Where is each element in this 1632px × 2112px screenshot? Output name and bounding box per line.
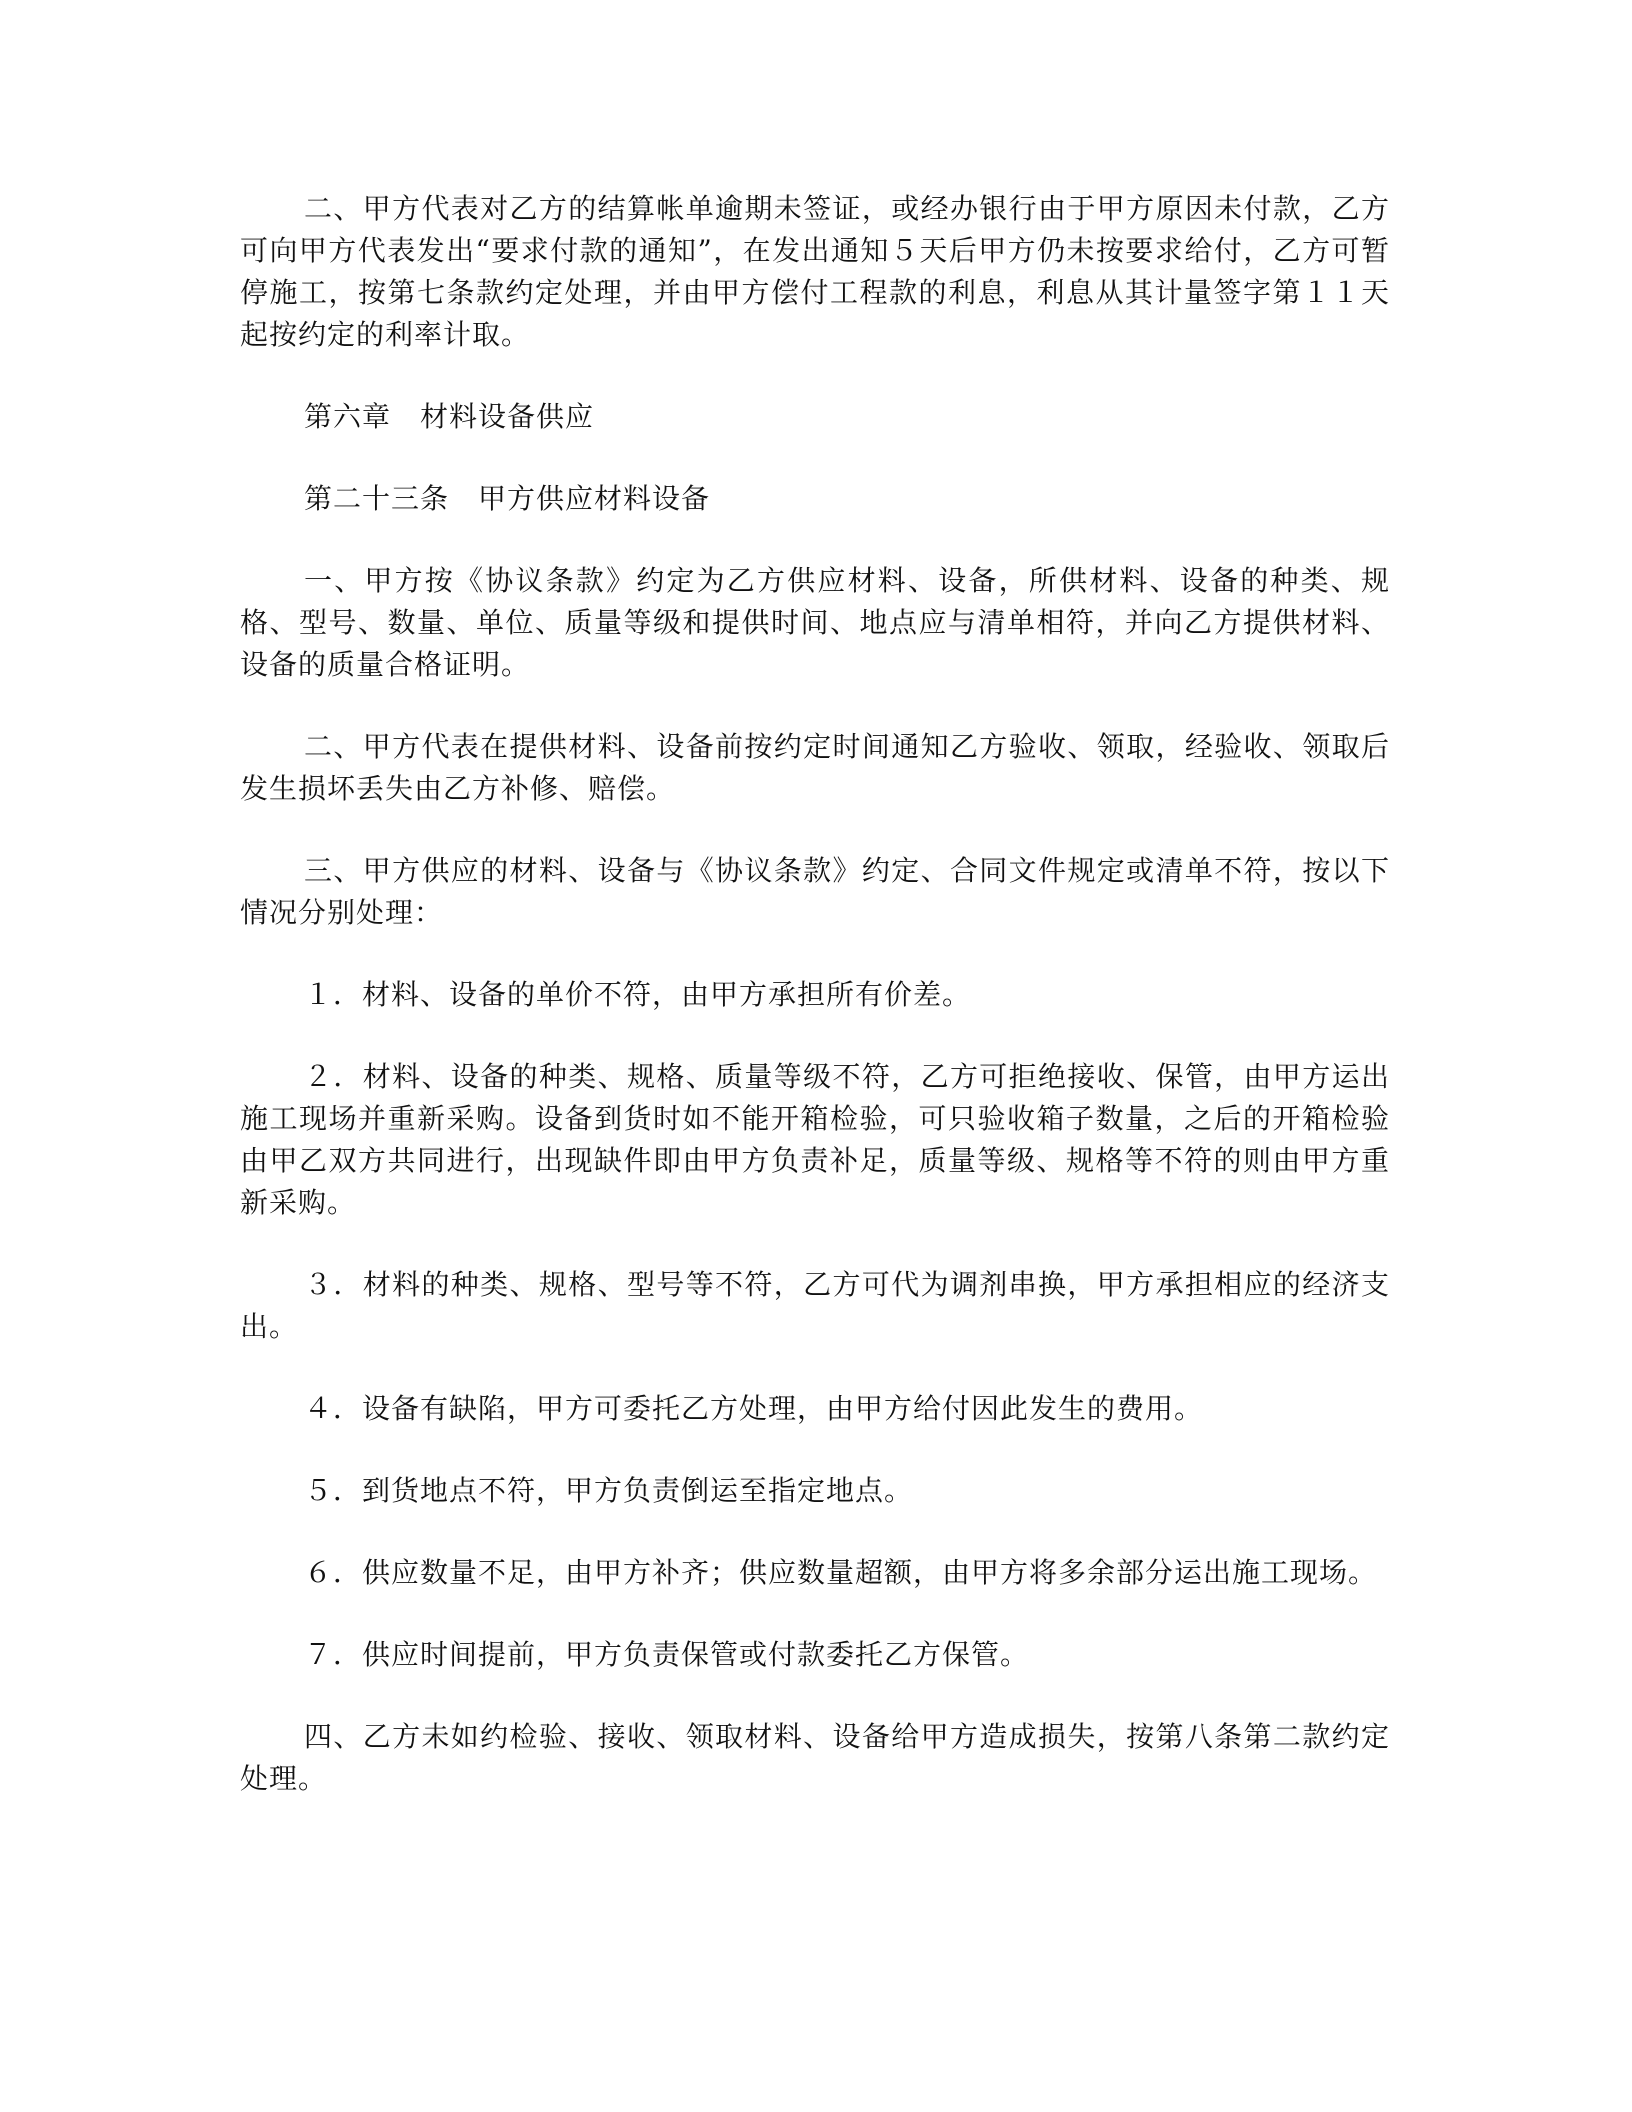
clause-2-payment-paragraph: 二、甲方代表对乙方的结算帐单逾期未签证，或经办银行由于甲方原因未付款，乙方可向甲方代表发出“要求付款的通知”，在发出通知５天后甲方仍未按要求给付，乙方可暂停施工，按第七条款约定处理，并由甲方偿付工程款的利息，利息从其计量签字第１１天起按约定的利率计取。 xyxy=(240,192,1390,351)
document-page xyxy=(240,188,1390,1800)
article-23-item-3-paragraph: 三、甲方供应的材料、设备与《协议条款》约定、合同文件规定或清单不符，按以下情况分别处理： xyxy=(240,854,1390,929)
article-23-item-4-paragraph: 四、乙方未如约检验、接收、领取材料、设备给甲方造成损失，按第八条第二款约定处理。 xyxy=(240,1720,1390,1795)
sub-item-6-paragraph: ６．供应数量不足，由甲方补齐；供应数量超额，由甲方将多余部分运出施工现场。 xyxy=(304,1556,1378,1589)
sub-item-4-paragraph: ４．设备有缺陷，甲方可委托乙方处理，由甲方给付因此发生的费用。 xyxy=(304,1392,1204,1425)
article-23-item-1-paragraph: 一、甲方按《协议条款》约定为乙方供应材料、设备，所供材料、设备的种类、规格、型号、数量、单位、质量等级和提供时间、地点应与清单相符，并向乙方提供材料、设备的质量合格证明。 xyxy=(240,564,1390,681)
chapter-6-heading: 第六章 材料设备供应 xyxy=(304,400,595,433)
sub-item-7-paragraph: ７．供应时间提前，甲方负责保管或付款委托乙方保管。 xyxy=(304,1638,1030,1671)
sub-item-3-paragraph: ３．材料的种类、规格、型号等不符，乙方可代为调剂串换，甲方承担相应的经济支出。 xyxy=(240,1268,1390,1343)
sub-item-1-paragraph: １．材料、设备的单价不符，由甲方承担所有价差。 xyxy=(304,978,972,1011)
article-23-heading: 第二十三条 甲方供应材料设备 xyxy=(304,482,711,515)
sub-item-2-paragraph: ２．材料、设备的种类、规格、质量等级不符，乙方可拒绝接收、保管，由甲方运出施工现场并重新采购。设备到货时如不能开箱检验，可只验收箱子数量，之后的开箱检验由甲乙双方共同进行，出现缺件即由甲方负责补足，质量等级、规格等不符的则由甲方重新采购。 xyxy=(240,1060,1390,1219)
sub-item-5-paragraph: ５．到货地点不符，甲方负责倒运至指定地点。 xyxy=(304,1474,914,1507)
article-23-item-2-paragraph: 二、甲方代表在提供材料、设备前按约定时间通知乙方验收、领取，经验收、领取后发生损坏丢失由乙方补修、赔偿。 xyxy=(240,730,1390,805)
